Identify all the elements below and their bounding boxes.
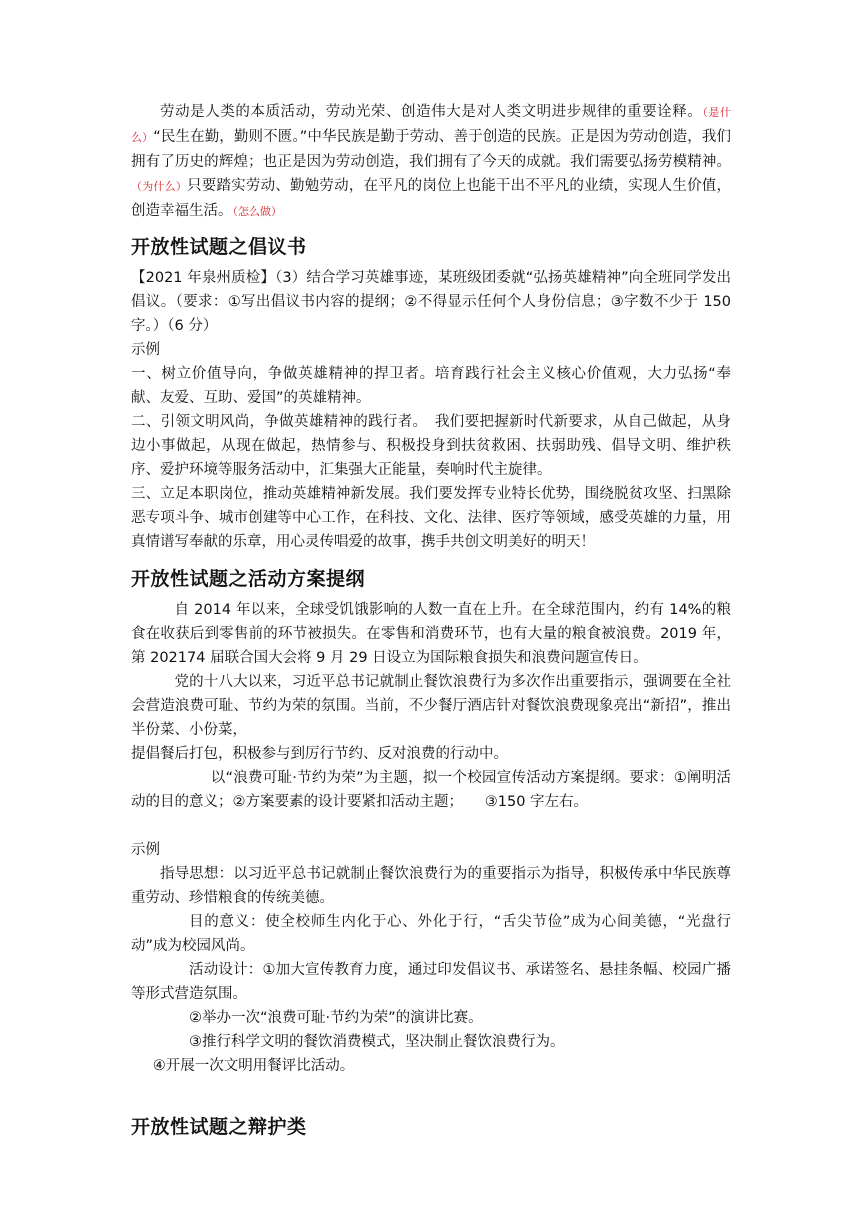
tag-what: （是什么）	[131, 106, 732, 144]
example-label-1: 示例	[131, 342, 160, 358]
plan-purpose: 目的意义：使全校师生内化于心、外化于行，“舌尖节俭”成为心间美德，“光盘行动”成为校园风尚。	[131, 914, 731, 954]
plan-design-2: ②举办一次“浪费可耻·节约为荣”的演讲比赛。	[189, 1010, 483, 1026]
tag-how: （怎么做）	[232, 205, 282, 218]
heading-activity-plan: 开放性试题之活动方案提纲	[131, 568, 366, 590]
tag-why: （为什么）	[131, 180, 188, 193]
proposal-point-2: 二、引领文明风尚，争做英雄精神的践行者。 我们要把握新时代新要求，从自己做起，从身边小事做起，从现在做起，热情参与、积极投身到扶贫救困、扶弱助残、倡导文明、维护秩序、爱护环境等服务活动中，汇集强大正能量，奏响时代主旋律。	[131, 414, 731, 478]
material-paragraph-3: 提倡餐后打包，积极参与到厉行节约、反对浪费的行动中。	[131, 746, 508, 762]
plan-design-3: ③推行科学文明的餐饮消费模式，坚决制止餐饮浪费行为。	[189, 1034, 565, 1050]
example-label-2: 示例	[131, 842, 160, 858]
task-requirement: 以“浪费可耻·节约为荣”为主题，拟一个校园宣传活动方案提纲。要求：①阐明活动的目的意义；②方案要素的设计要紧扣活动主题； ③150 字左右。	[131, 770, 731, 810]
proposal-point-3: 三、立足本职岗位，推动英雄精神新发展。我们要发挥专业特长优势，围绕脱贫攻坚、扫黑除恶专项斗争、城市创建等中心工作，在科技、文化、法律、医疗等领域，感受英雄的力量，用真情谱写奉献的乐章，用心灵传唱爱的故事，携手共创文明美好的明天！	[131, 486, 731, 550]
document-page	[131, 100, 731, 1142]
proposal-point-1: 一、树立价值导向，争做英雄精神的捍卫者。培育践行社会主义核心价值观，大力弘扬“奉献、友爱、互助、爱国”的英雄精神。	[131, 366, 731, 406]
plan-guide: 指导思想：以习近平总书记就制止餐饮浪费行为的重要指示为指导，积极传承中华民族尊重劳动、珍惜粮食的传统美德。	[131, 866, 731, 906]
heading-defense: 开放性试题之辩护类	[131, 1116, 307, 1138]
material-paragraph-1: 自 2014 年以来，全球受饥饿影响的人数一直在上升。在全球范围内，约有 14%的粮食在收获后到零售前的环节被损失。在零售和消费环节，也有大量的粮食被浪费。2019 年，第 202174 届联合国大会将 9 月 29 日设立为国际粮食损失和浪费问题宣传日。	[131, 602, 731, 666]
intro-paragraph: 劳动是人类的本质活动，劳动光荣、创造伟大是对人类文明进步规律的重要诠释。（是什么）“民生在勤，勤则不匮。”中华民族是勤于劳动、善于创造的民族。正是因为劳动创造，我们拥有了历史的辉煌；也正是因为劳动创造，我们拥有了今天的成就。我们需要弘扬劳模精神。（为什么）只要踏实劳动、勤勉劳动，在平凡的岗位上也能干出不平凡的业绩，实现人生价值，创造幸福生活。（怎么做）	[131, 104, 732, 219]
material-paragraph-2: 党的十八大以来，习近平总书记就制止餐饮浪费行为多次作出重要指示，强调要在全社会营造浪费可耻、节约为荣的氛围。当前，不少餐厅酒店针对餐饮浪费现象亮出“新招”，推出半份菜、小份菜，	[131, 674, 731, 738]
heading-proposal: 开放性试题之倡议书	[131, 236, 307, 258]
plan-design-4: ④开展一次文明用餐评比活动。	[152, 1058, 355, 1074]
plan-design-1: 活动设计：①加大宣传教育力度，通过印发倡议书、承诺签名、悬挂条幅、校园广播等形式营造氛围。	[131, 962, 731, 1002]
question-proposal: 【2021 年泉州质检】（3）结合学习英雄事迹，某班级团委就“弘扬英雄精神”向全班同学发出倡议。（要求：①写出倡议书内容的提纲；②不得显示任何个人身份信息；③字数不少于 150 字。）（6 分）	[131, 270, 731, 334]
